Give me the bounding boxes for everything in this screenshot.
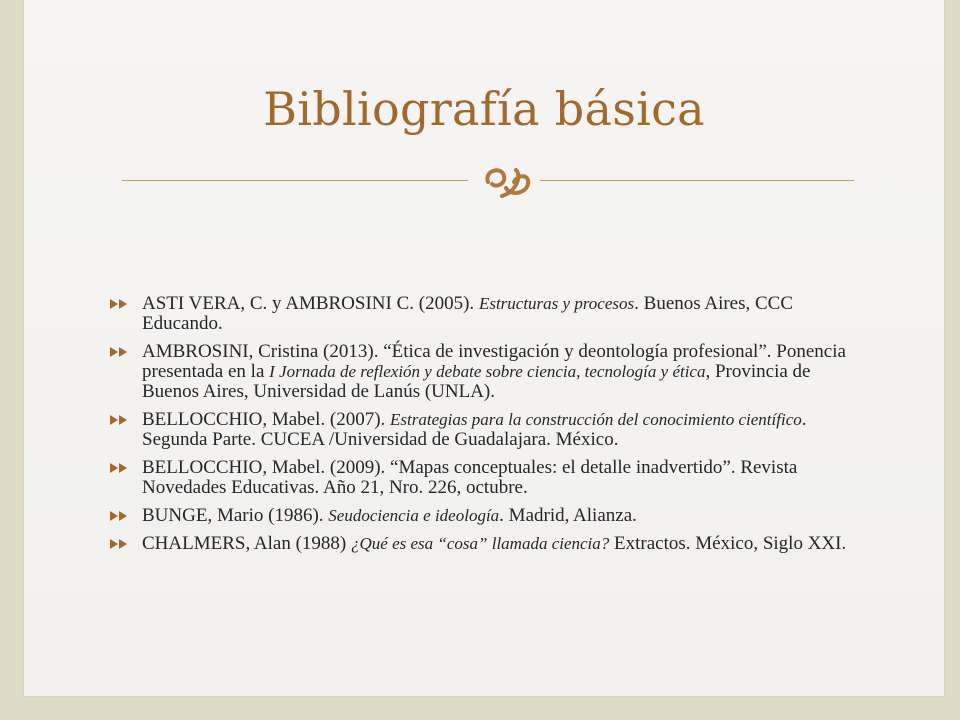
reference-details: . Buenos Aires, CCC Educando. [142, 293, 794, 334]
list-item [108, 410, 868, 450]
reference-details: . Segunda Parte. CUCEA /Universidad de Guadalajara. México. [142, 409, 807, 450]
reference-author: CHALMERS, Alan (1988) [142, 533, 351, 554]
double-chevron-bullet-icon [108, 413, 132, 427]
reference-author: ASTI VERA, C. y AMBROSINI C. (2005). [142, 293, 479, 314]
reference-author: BUNGE, Mario (1986). [142, 505, 329, 526]
reference-work-title: Estrategias para la construcción del conocimiento científico [390, 410, 802, 429]
list-item [108, 342, 868, 402]
title-divider-right [540, 180, 854, 181]
reference-work-title: I Jornada de reflexión y debate sobre ciencia, tecnología y ética [269, 362, 706, 381]
slide-title: Bibliografía básica [263, 82, 705, 136]
reference-details: Extractos. México, Siglo XXI. [609, 533, 847, 554]
reference-work-title: ¿Qué es esa “cosa” llamada ciencia? [351, 534, 610, 553]
double-chevron-bullet-icon [108, 461, 132, 475]
list-item [108, 458, 868, 498]
bibliography-list [108, 294, 868, 562]
list-item [108, 506, 868, 526]
reference-details: . Madrid, Alianza. [499, 505, 637, 526]
list-item [108, 534, 868, 554]
double-chevron-bullet-icon [108, 297, 132, 311]
reference-author: BELLOCCHIO, Mabel. (2009). “Mapas conceptuales: el detalle inadvertido”. Revista Novedades Educativas. Año 21, Nro. 226, octubre. [142, 457, 798, 498]
double-chevron-bullet-icon [108, 537, 132, 551]
slide-panel [24, 0, 944, 696]
reference-work-title: Seudociencia e ideología [328, 506, 500, 525]
reference-author: AMBROSINI, Cristina (2013). “Ética de investigación y deontología profesional”. Ponencia presentada en la [142, 341, 846, 382]
reference-author: BELLOCCHIO, Mabel. (2007). [142, 409, 391, 430]
double-chevron-bullet-icon [108, 509, 132, 523]
title-divider-left [122, 180, 468, 181]
reference-work-title: Estructuras y procesos [478, 294, 635, 313]
scroll-flourish-icon [470, 162, 540, 202]
reference-details: , Provincia de Buenos Aires, Universidad de Lanús (UNLA). [142, 361, 811, 402]
double-chevron-bullet-icon [108, 345, 132, 359]
list-item [108, 294, 868, 334]
